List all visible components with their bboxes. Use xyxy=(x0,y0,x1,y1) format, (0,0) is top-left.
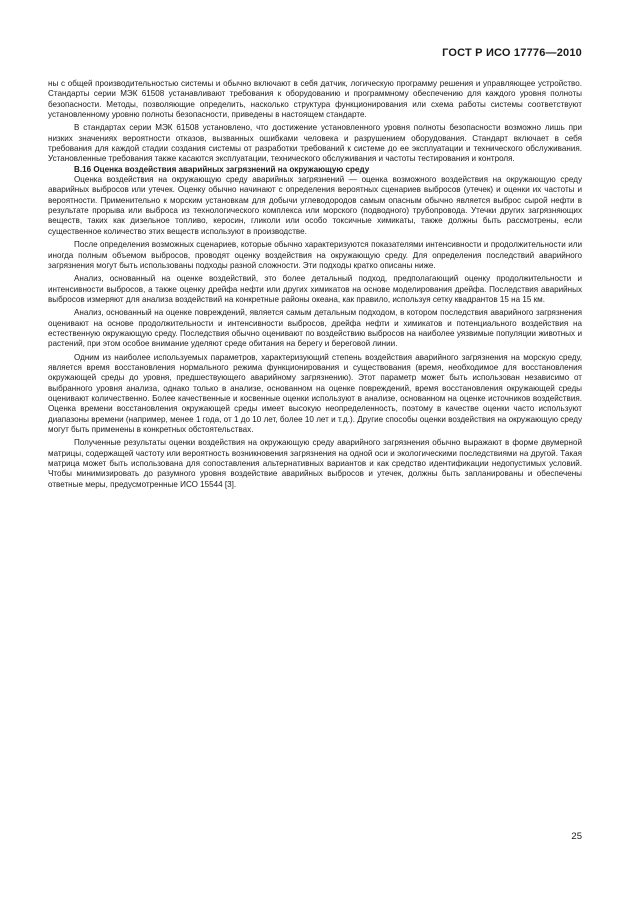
page-header-standard-id: ГОСТ Р ИСО 17776—2010 xyxy=(442,47,582,59)
paragraph: Одним из наиболее используемых параметров, характеризующий степень воздействия аварийного загрязнения на морскую среду, является время восстановления нормального режима функционирования и существования (время, необходимое для восстановления окружающей среды до уровня, предшествующего аварийному загрязнению). Этот параметр может быть использован независимо от выбранного уровня анализа, однако только в анализе, основанном на оценке повреждений, время восстановления окружающей среды оценивают количественно. Более качественные и косвенные оценки используют в анализе, основанном на оценке источников воздействия. Оценка времени восстановления окружающей среды имеет высокую неопределенность, поэтому в качестве оценки часто используют диапазоны времени (например, менее 1 года, от 1 до 10 лет, более 10 лет и т.д.). Другие способы оценки воздействия на окружающую среду могут быть применены в конкретных обстоятельствах. xyxy=(48,352,582,434)
page-number: 25 xyxy=(571,831,582,842)
section-heading-b16: В.16 Оценка воздействия аварийных загрязнений на окружающую среду xyxy=(74,164,370,174)
paragraph: После определения возможных сценариев, которые обычно характеризуются показателями интенсивности и продолжительности или иногда полным объемом выбросов, проводят оценку воздействия на окружающую среду. Для определения последствий аварийного загрязнения могут быть использованы подходы разной сложности. Эти подходы кратко описаны ниже. xyxy=(48,240,582,270)
paragraph: В стандартах серии МЭК 61508 установлено, что достижение установленного уровня полноты безопасности возможно лишь при низких значениях вероятности отказов, вызванных ошибками человека и разрушением оборудования. Стандарт включает в себя требования для каждой стадии создания системы от разработки требований к системе до ее эксплуатации и технического обслуживания. Установленные требования также касаются эксплуатации, технического обслуживания и частоты тестирования и контроля. xyxy=(48,123,582,164)
paragraph: Анализ, основанный на оценке воздействий, это более детальный подход, предполагающий оценку продолжительности и интенсивности выбросов, а также оценку дрейфа нефти или других химикатов на основе моделирования дрейфа. Последствия аварийных выбросов измеряют для анализа воздействий на конкретные районы океана, как правило, используя сетку квадрантов 15 на 15 км. xyxy=(48,274,582,304)
paragraph: Анализ, основанный на оценке повреждений, является самым детальным подходом, в котором последствия аварийного загрязнения оценивают на основе продолжительности и интенсивности выбросов, дрейфа нефти и химикатов и потенциального воздействия на естественную окружающую среду. Последствия обычно оценивают по воздействию выбросов на наиболее уязвимые популяции животных и растений, при этом особое внимание уделяют среде обитания на берегу и береговой линии. xyxy=(48,308,582,349)
paragraph: Полученные результаты оценки воздействия на окружающую среду аварийного загрязнения обычно выражают в форме двумерной матрицы, содержащей частоту или вероятность возникновения загрязнения на одной оси и экологическими последствиями на другой. Такая матрица может быть использована для сопоставления альтернативных вариантов и как средство идентификации недопустимых условий. Чтобы минимизировать до разумного уровня воздействие аварийных выбросов и утечек, должны быть запланированы и обеспечены ответные меры, предусмотренные ИСО 15544 [3]. xyxy=(48,438,582,489)
paragraph-continuation: ны с общей производительностью системы и обычно включают в себя датчик, логическую программу решения и управляющее устройство. Стандарты серии МЭК 61508 устанавливают требования к оборудованию и программному обеспечению для каждого уровня полноты безопасности. Методы, позволяющие определить, насколько структура функционирования или схема работы системы соответствуют установленному уровню полноты безопасности, приведены в настоящем стандарте. xyxy=(48,79,582,120)
paragraph: Оценка воздействия на окружающую среду аварийных загрязнений — оценка возможного воздействия на окружающую среду аварийных выбросов или утечек. Оценку обычно начинают с определения вероятных сценариев выбросов (утечек) и оценки их частоты и вероятности. Применительно к морским установкам для добычи углеводородов самым опасным обычно является выброс сырой нефти в результате прорыва или выброса из технологического комплекса или морского (подводного) трубопровода. Утечки других загрязняющих веществ, таких как дизельное топливо, керосин, гликоли или особо токсичные химикаты, также должны быть рассмотрены, если существенное количество этих веществ используют в производстве. xyxy=(48,175,582,236)
document-body xyxy=(48,79,582,490)
